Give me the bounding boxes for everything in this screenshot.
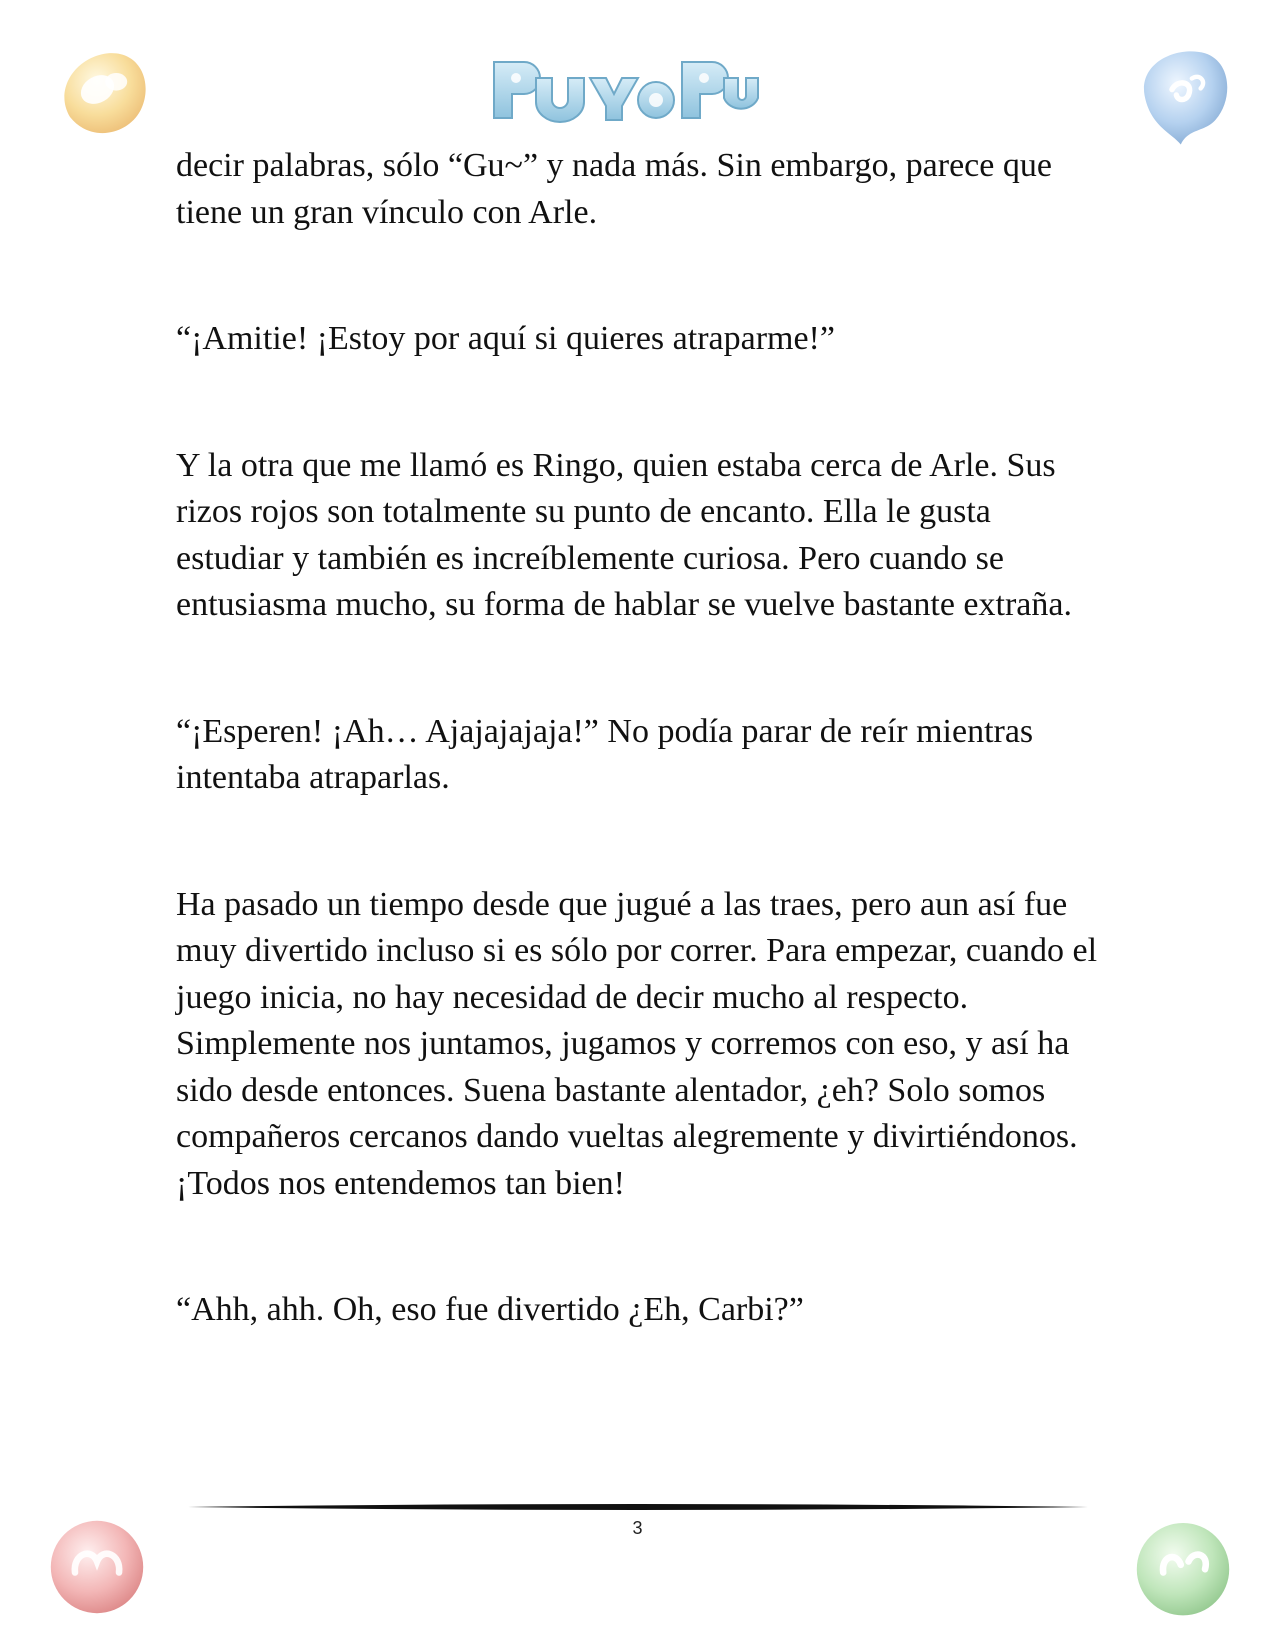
paragraph-3: Y la otra que me llamó es Ringo, quien estaba cerca de Arle. Sus rizos rojos son totalmente su punto de encanto. Ella le gusta estudiar y también es increíblemente curiosa. Pero cuando se entusiasma mucho, su forma de hablar se vuelve bastante extraña. (176, 446, 1072, 623)
puyopuyo-logo-icon (486, 50, 762, 130)
page-body (176, 143, 1106, 1334)
page-number: 3 (632, 1518, 643, 1538)
paragraph-5: Ha pasado un tiempo desde que jugué a las traes, pero aun así fue muy divertido incluso si es sólo por correr. Para empezar, cuando el juego inicia, no hay necesidad de decir mucho al respecto. Simplemente nos juntamos, jugamos y corremos con eso, y así ha sido desde entonces. Suena bastante alentador, ¿eh? Solo somos compañeros cercanos dando vueltas alegremente y divirtiéndonos. ¡Todos nos entendemos tan bien! (176, 885, 1098, 1202)
paragraph-2: “¡Amitie! ¡Estoy por aquí si quieres atraparme!” (176, 320, 835, 357)
paragraph-6: “Ahh, ahh. Oh, eso fue divertido ¿Eh, Carbi?” (176, 1291, 804, 1328)
footer-divider (188, 1500, 1088, 1514)
green-puyo-icon (1128, 1512, 1238, 1622)
paragraph-1: decir palabras, sólo “Gu~” y nada más. Sin embargo, parece que tiene un gran vínculo con Arle. (176, 147, 1052, 231)
red-puyo-icon (42, 1512, 152, 1622)
blue-puyo-icon (1128, 40, 1238, 150)
paragraph-4: “¡Esperen! ¡Ah… Ajajajajaja!” No podía parar de reír mientras intentaba atraparlas. (176, 712, 1034, 796)
yellow-puyo-icon (48, 40, 158, 150)
